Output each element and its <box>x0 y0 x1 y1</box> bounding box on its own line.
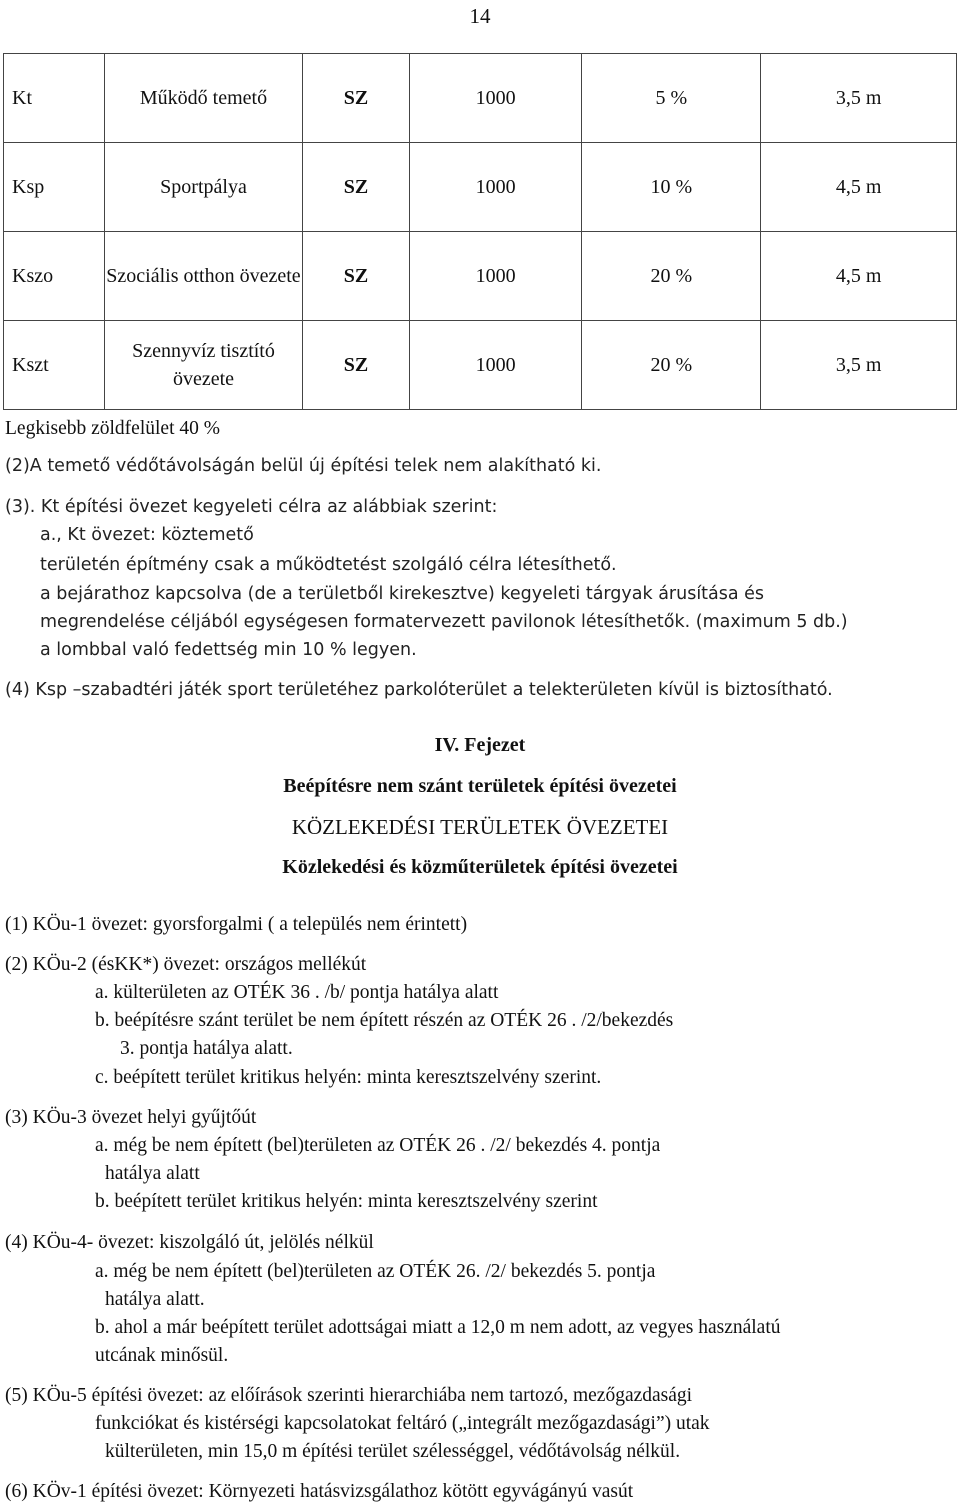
max-height-cell: 4,5 m <box>761 232 957 321</box>
zone-name-cell: Működő temető <box>105 54 303 143</box>
max-height-cell: 3,5 m <box>761 54 957 143</box>
kou2-b-continued: 3. pontja hatálya alatt. <box>120 1038 293 1059</box>
item-a-continued: területén építmény csak a működtetést szolgáló célra létesíthető. <box>40 555 617 575</box>
table-row <box>4 232 957 321</box>
max-built-ratio-cell: 20 % <box>582 232 761 321</box>
kou4-a: a. még be nem épített (bel)területen az OTÉK 26. /2/ bekezdés 5. pontja <box>95 1261 656 1282</box>
zone-group-title: KÖZLEKEDÉSI TERÜLETEK ÖVEZETEI <box>291 815 669 839</box>
zone-type-cell: SZ <box>303 54 410 143</box>
min-lot-size-cell: 1000 <box>409 54 581 143</box>
item-a: a., Kt övezet: köztemető <box>40 525 254 545</box>
sales-line-2: megrendelése céljából egységesen formatervezett pavilonok létesíthetők. (maximum 5 db.) <box>40 612 848 632</box>
canopy-line: a lombbal való fedettség min 10 % legyen. <box>40 640 417 660</box>
zone-name-cell: Szociális otthon övezete <box>105 232 303 321</box>
paragraph-3: (3). Kt építési övezet kegyeleti célra az alábbiak szerint: <box>5 497 498 517</box>
paragraph-4: (4) Ksp –szabadtéri játék sport területéhez parkolóterület a telekterületen kívül is biztosítható. <box>5 680 833 700</box>
min-lot-size-cell: 1000 <box>409 232 581 321</box>
zone-name-cell: Szennyvíz tisztító övezete <box>105 321 303 410</box>
kou2-b: b. beépítésre szánt terület be nem épített részén az OTÉK 26 . /2/bekezdés <box>95 1010 674 1031</box>
zone-code-cell: Ksp <box>4 143 105 232</box>
kou2-c: c. beépített terület kritikus helyén: minta keresztszelvény szerint. <box>95 1067 602 1088</box>
zone-type-cell: SZ <box>303 232 410 321</box>
subsection-heading: Közlekedési és közműterületek építési övezetei <box>282 856 678 878</box>
min-lot-size-cell: 1000 <box>409 321 581 410</box>
kou2-line: (2) KÖu-2 (ésKK*) övezet: országos mellékút <box>5 954 367 975</box>
kou3-a: a. még be nem épített (bel)területen az OTÉK 26 . /2/ bekezdés 4. pontja <box>95 1135 661 1156</box>
min-lot-size-cell: 1000 <box>409 143 581 232</box>
kou3-line: (3) KÖu-3 övezet helyi gyűjtőút <box>5 1107 257 1128</box>
max-built-ratio-cell: 5 % <box>582 54 761 143</box>
kou3-b: b. beépített terület kritikus helyén: minta keresztszelvény szerint <box>95 1191 598 1212</box>
zone-table <box>3 53 957 410</box>
kou2-a: a. külterületen az OTÉK 36 . /b/ pontja hatálya alatt <box>95 982 499 1003</box>
chapter-heading: IV. Fejezet <box>434 734 526 756</box>
table-row <box>4 321 957 410</box>
page-number: 14 <box>469 4 491 28</box>
kou3-a-continued: hatálya alatt <box>105 1163 200 1184</box>
kou4-line: (4) KÖu-4- övezet: kiszolgáló út, jelölés nélkül <box>5 1232 374 1253</box>
section-heading: Beépítésre nem szánt területek építési övezetei <box>283 775 677 797</box>
zone-code-cell: Kt <box>4 54 105 143</box>
max-built-ratio-cell: 20 % <box>582 321 761 410</box>
zone-name-cell: Sportpálya <box>105 143 303 232</box>
kou4-b-continued: utcának minősül. <box>95 1345 229 1366</box>
kou4-a-continued: hatálya alatt. <box>105 1289 205 1310</box>
zone-code-cell: Kszo <box>4 232 105 321</box>
max-height-cell: 4,5 m <box>761 143 957 232</box>
kou5-line-3: külterületen, min 15,0 m építési terület szélességgel, védőtávolság nélkül. <box>105 1441 681 1462</box>
max-height-cell: 3,5 m <box>761 321 957 410</box>
paragraph-2: (2)A temető védőtávolságán belül új építési telek nem alakítható ki. <box>5 456 602 476</box>
zone-code-cell: Kszt <box>4 321 105 410</box>
kou4-b: b. ahol a már beépített terület adottságai miatt a 12,0 m nem adott, az vegyes használatú <box>95 1317 781 1338</box>
min-green-area-line: Legkisebb zöldfelület 40 % <box>5 418 220 439</box>
table-row <box>4 54 957 143</box>
zone-type-cell: SZ <box>303 321 410 410</box>
sales-line-1: a bejárathoz kapcsolva (de a területből kirekesztve) kegyeleti tárgyak árusítása és <box>40 584 765 604</box>
max-built-ratio-cell: 10 % <box>582 143 761 232</box>
table-row <box>4 143 957 232</box>
zone-type-cell: SZ <box>303 143 410 232</box>
kou5-line-2: funkciókat és kistérségi kapcsolatokat feltáró („integrált mezőgazdasági”) utak <box>95 1413 710 1434</box>
kou1-line: (1) KÖu-1 övezet: gyorsforgalmi ( a település nem érintett) <box>5 914 468 935</box>
kou5-line: (5) KÖu-5 építési övezet: az előírások szerinti hierarchiába nem tartozó, mezőgazdasági <box>5 1385 693 1406</box>
kov1-line: (6) KÖv-1 építési övezet: Környezeti hatásvizsgálathoz kötött egyvágányú vasút <box>5 1481 634 1502</box>
